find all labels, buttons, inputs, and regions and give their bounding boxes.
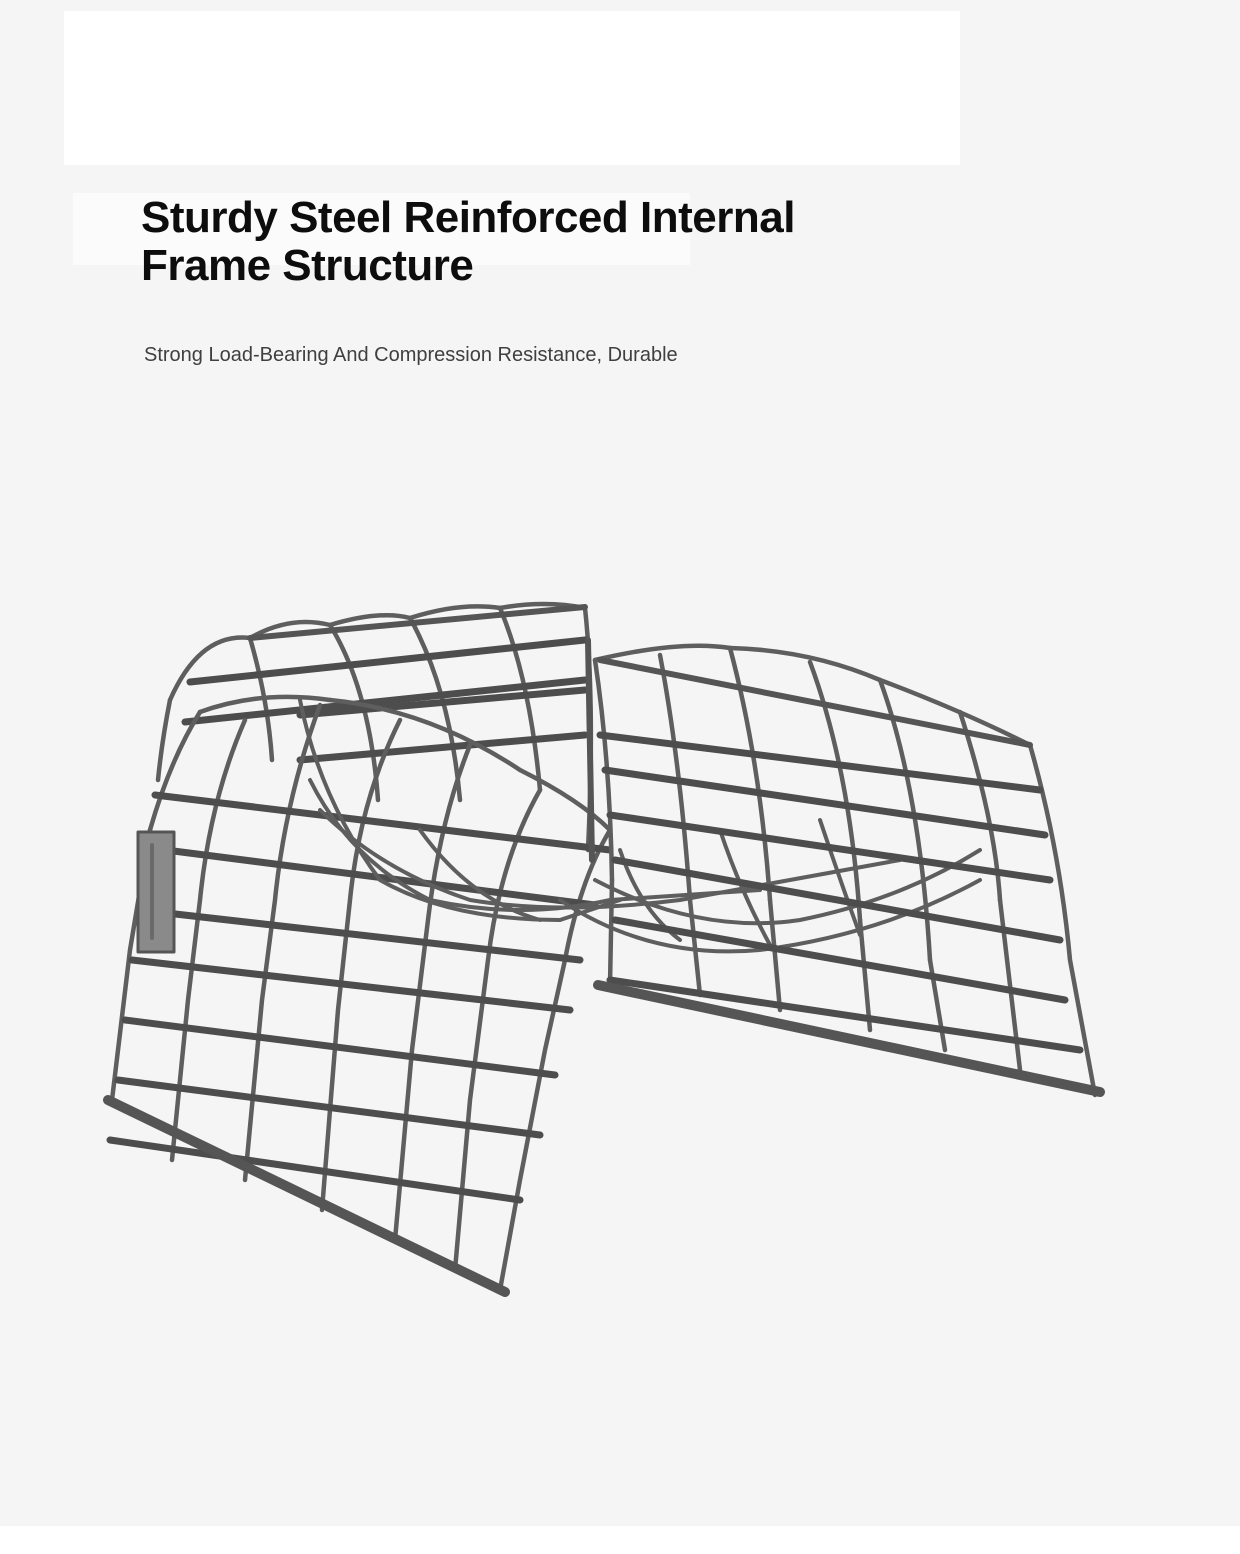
feature-subtitle: Strong Load-Bearing And Compression Resistance, Durable	[144, 344, 678, 366]
bottom-strip	[0, 1526, 1240, 1554]
top-banner	[64, 11, 960, 165]
feature-title: Sturdy Steel Reinforced Internal Frame Structure	[141, 193, 795, 290]
steel-frame-illustration-icon	[100, 595, 1110, 1305]
